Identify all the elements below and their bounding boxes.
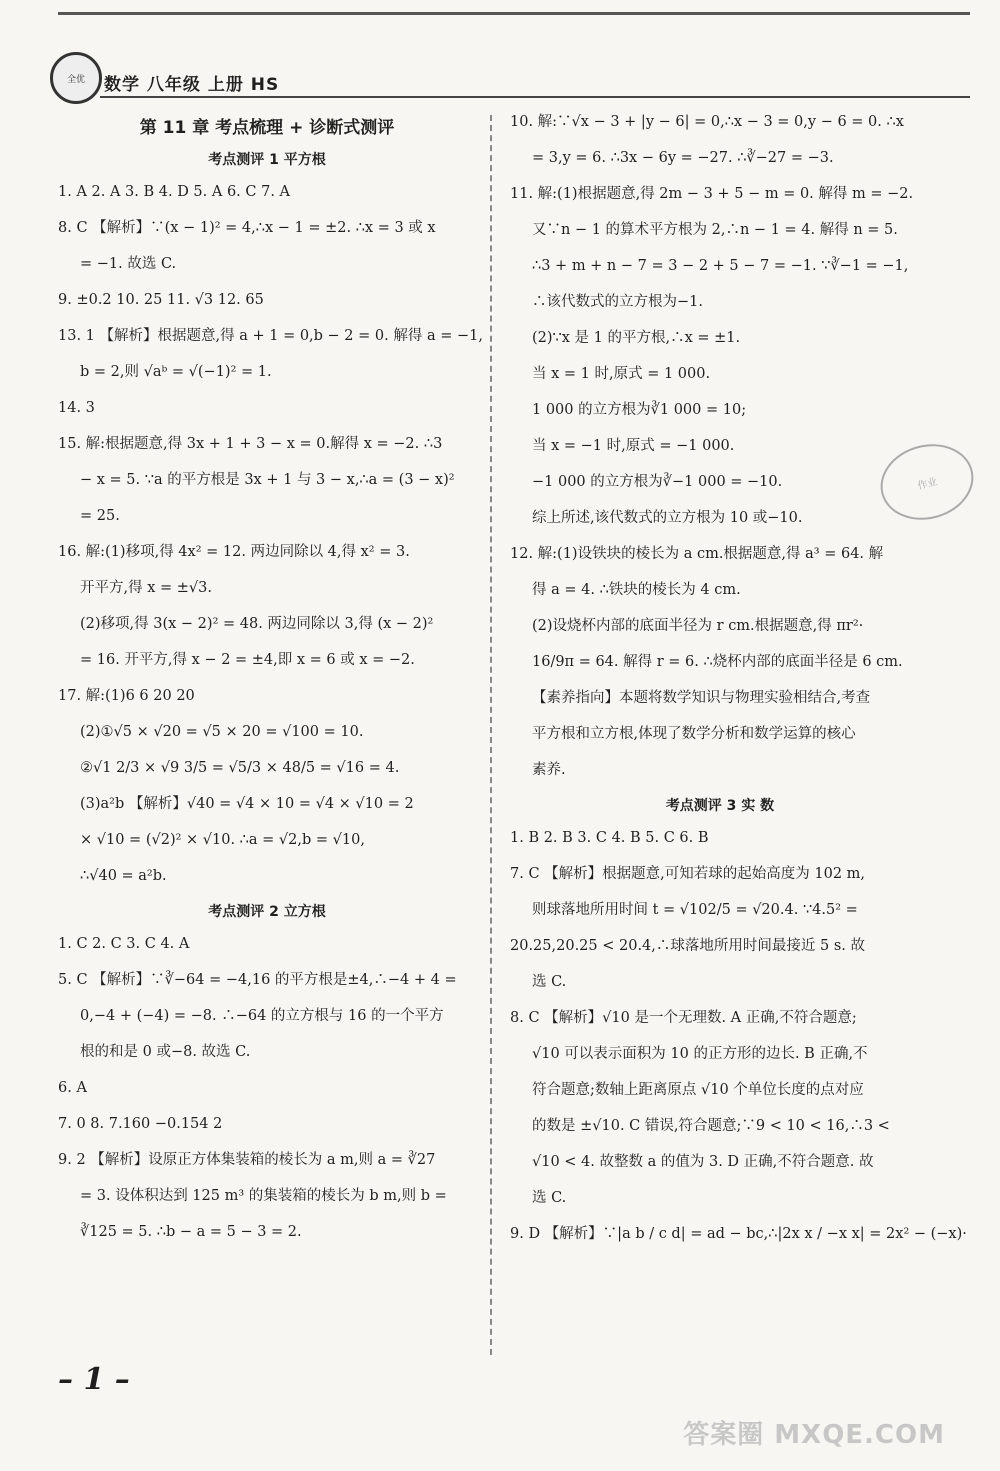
header-title: 数学 八年级 上册 HS (104, 75, 280, 95)
answer-line: = 16. 开平方,得 x − 2 = ±4,即 x = 6 或 x = −2. (80, 652, 415, 668)
logo-icon (50, 52, 102, 104)
section-title-1: 考点测评 1 平方根 (208, 152, 326, 168)
answer-line: 14. 3 (58, 400, 95, 416)
answer-line: ∴该代数式的立方根为−1. (532, 294, 703, 310)
answer-line: = 3,y = 6. ∴3x − 6y = −27. ∴∛−27 = −3. (532, 150, 834, 166)
page-number-value: 1 (83, 1362, 105, 1397)
answer-line: 1 000 的立方根为∛1 000 = 10; (532, 402, 747, 418)
answer-line: 选 C. (532, 1190, 567, 1206)
left-answers-1 (58, 180, 483, 888)
header-rule (100, 96, 970, 98)
answer-line: 12. 解:(1)设铁块的棱长为 a cm.根据题意,得 a³ = 64. 解 (510, 546, 884, 562)
answer-line: (3)a²b 【解析】√40 = √4 × 10 = √4 × √10 = 2 (80, 796, 414, 812)
answer-line: 7. C 【解析】根据题意,可知若球的起始高度为 102 m, (510, 866, 866, 882)
answer-line: 13. 1 【解析】根据题意,得 a + 1 = 0,b − 2 = 0. 解得 a = −1, (58, 328, 483, 344)
answer-line: 9. D 【解析】∵|a b / c d| = ad − bc,∴|2x x / −x x| = 2x² − (−x)· (510, 1226, 967, 1242)
right-answers-2 (510, 826, 967, 1246)
answer-line: 1. A 2. A 3. B 4. D 5. A 6. C 7. A (58, 184, 291, 200)
answer-line: 6. A (58, 1080, 87, 1096)
answer-line: = −1. 故选 C. (80, 256, 177, 272)
answer-line: 开平方,得 x = ±√3. (80, 580, 212, 596)
page-header (40, 58, 970, 98)
answer-line: 根的和是 0 或−8. 故选 C. (80, 1044, 251, 1060)
answer-line: 16/9π = 64. 解得 r = 6. ∴烧杯内部的底面半径是 6 cm. (532, 654, 903, 670)
answer-line: 的数是 ±√10. C 错误,符合题意;∵9 < 10 < 16,∴3 < (532, 1118, 890, 1134)
chapter-title: 第 11 章 考点梳理 + 诊断式测评 (139, 118, 395, 138)
answer-line: −1 000 的立方根为∛−1 000 = −10. (532, 474, 783, 490)
answer-line: ∴√40 = a²b. (80, 868, 167, 884)
stamp-text: 作业 (916, 476, 939, 492)
answer-line: 选 C. (532, 974, 567, 990)
answer-line: × √10 = (√2)² × √10. ∴a = √2,b = √10, (80, 832, 365, 848)
answer-line: (2)设烧杯内部的底面半径为 r cm.根据题意,得 πr²· (532, 618, 864, 634)
answer-line: 9. ±0.2 10. 25 11. √3 12. 65 (58, 292, 264, 308)
left-column (58, 110, 483, 1256)
column-divider (490, 115, 492, 1355)
page-number: – 1 – (58, 1362, 130, 1397)
answer-line: − x = 5. ∵a 的平方根是 3x + 1 与 3 − x,∴a = (3 − x)² (80, 472, 455, 488)
answer-line: 素养. (532, 762, 566, 778)
answer-line: 5. C 【解析】∵∛−64 = −4,16 的平方根是±4,∴−4 + 4 = (58, 972, 457, 988)
answer-line: √10 可以表示面积为 10 的正方形的边长. B 正确,不 (532, 1046, 868, 1062)
answer-line: (2)∵x 是 1 的平方根,∴x = ±1. (532, 330, 741, 346)
answer-line: 8. C 【解析】√10 是一个无理数. A 正确,不符合题意; (510, 1010, 857, 1026)
answer-line: 1. B 2. B 3. C 4. B 5. C 6. B (510, 830, 709, 846)
top-rule (58, 12, 970, 15)
answer-line: 20.25,20.25 < 20.4,∴球落地所用时间最接近 5 s. 故 (510, 938, 865, 954)
answer-line: √10 < 4. 故整数 a 的值为 3. D 正确,不符合题意. 故 (532, 1154, 874, 1170)
section-title-2: 考点测评 2 立方根 (208, 904, 326, 920)
answer-line: ②√1 2/3 × √9 3/5 = √5/3 × 48/5 = √16 = 4. (80, 760, 400, 776)
answer-line: 【素养指向】本题将数学知识与物理实验相结合,考查 (532, 690, 871, 706)
answer-line: 9. 2 【解析】设原正方体集装箱的棱长为 a m,则 a = ∛27 (58, 1152, 436, 1168)
answer-line: (2)移项,得 3(x − 2)² = 48. 两边同除以 3,得 (x − 2)² (80, 616, 434, 632)
answer-line: 16. 解:(1)移项,得 4x² = 12. 两边同除以 4,得 x² = 3. (58, 544, 410, 560)
answer-line: 符合题意;数轴上距离原点 √10 个单位长度的点对应 (532, 1082, 864, 1098)
answer-line: = 3. 设体积达到 125 m³ 的集装箱的棱长为 b m,则 b = (80, 1188, 447, 1204)
answer-line: ∴3 + m + n − 7 = 3 − 2 + 5 − 7 = −1. ∵∛−1 = −1, (532, 258, 909, 274)
answer-line: 则球落地所用时间 t = √102/5 = √20.4. ∵4.5² = (532, 902, 858, 918)
answer-line: 0,−4 + (−4) = −8. ∴−64 的立方根与 16 的一个平方 (80, 1008, 444, 1024)
answer-line: b = 2,则 √aᵇ = √(−1)² = 1. (80, 364, 272, 380)
answer-line: 8. C 【解析】∵(x − 1)² = 4,∴x − 1 = ±2. ∴x = 3 或 x (58, 220, 436, 236)
answer-line: 7. 0 8. 7.160 −0.154 2 (58, 1116, 223, 1132)
answer-line: 平方根和立方根,体现了数学分析和数学运算的核心 (532, 726, 856, 742)
right-answers-1 (510, 110, 930, 782)
section-title-3: 考点测评 3 实 数 (665, 798, 775, 814)
answer-line: 11. 解:(1)根据题意,得 2m − 3 + 5 − m = 0. 解得 m = −2. (510, 186, 914, 202)
answer-line: 1. C 2. C 3. C 4. A (58, 936, 190, 952)
left-answers-2 (58, 932, 476, 1244)
answer-line: 综上所述,该代数式的立方根为 10 或−10. (532, 510, 803, 526)
answer-line: 得 a = 4. ∴铁块的棱长为 4 cm. (532, 582, 741, 598)
answer-line: 15. 解:根据题意,得 3x + 1 + 3 − x = 0.解得 x = −2. ∴3 (58, 436, 443, 452)
answer-line: (2)①√5 × √20 = √5 × 20 = √100 = 10. (80, 724, 364, 740)
watermark: 答案圈 MXQE.COM (683, 1420, 945, 1450)
answer-line: ∛125 = 5. ∴b − a = 5 − 3 = 2. (80, 1224, 302, 1240)
answer-line: 当 x = 1 时,原式 = 1 000. (532, 366, 711, 382)
right-column (510, 110, 967, 1258)
answer-line: 又∵n − 1 的算术平方根为 2,∴n − 1 = 4. 解得 n = 5. (532, 222, 898, 238)
answer-line: 当 x = −1 时,原式 = −1 000. (532, 438, 735, 454)
answer-line: = 25. (80, 508, 120, 524)
answer-line: 10. 解:∵√x − 3 + |y − 6| = 0,∴x − 3 = 0,y − 6 = 0. ∴x (510, 114, 904, 130)
logo-text: 全优 (66, 74, 85, 85)
answer-line: 17. 解:(1)6 6 20 20 (58, 688, 195, 704)
